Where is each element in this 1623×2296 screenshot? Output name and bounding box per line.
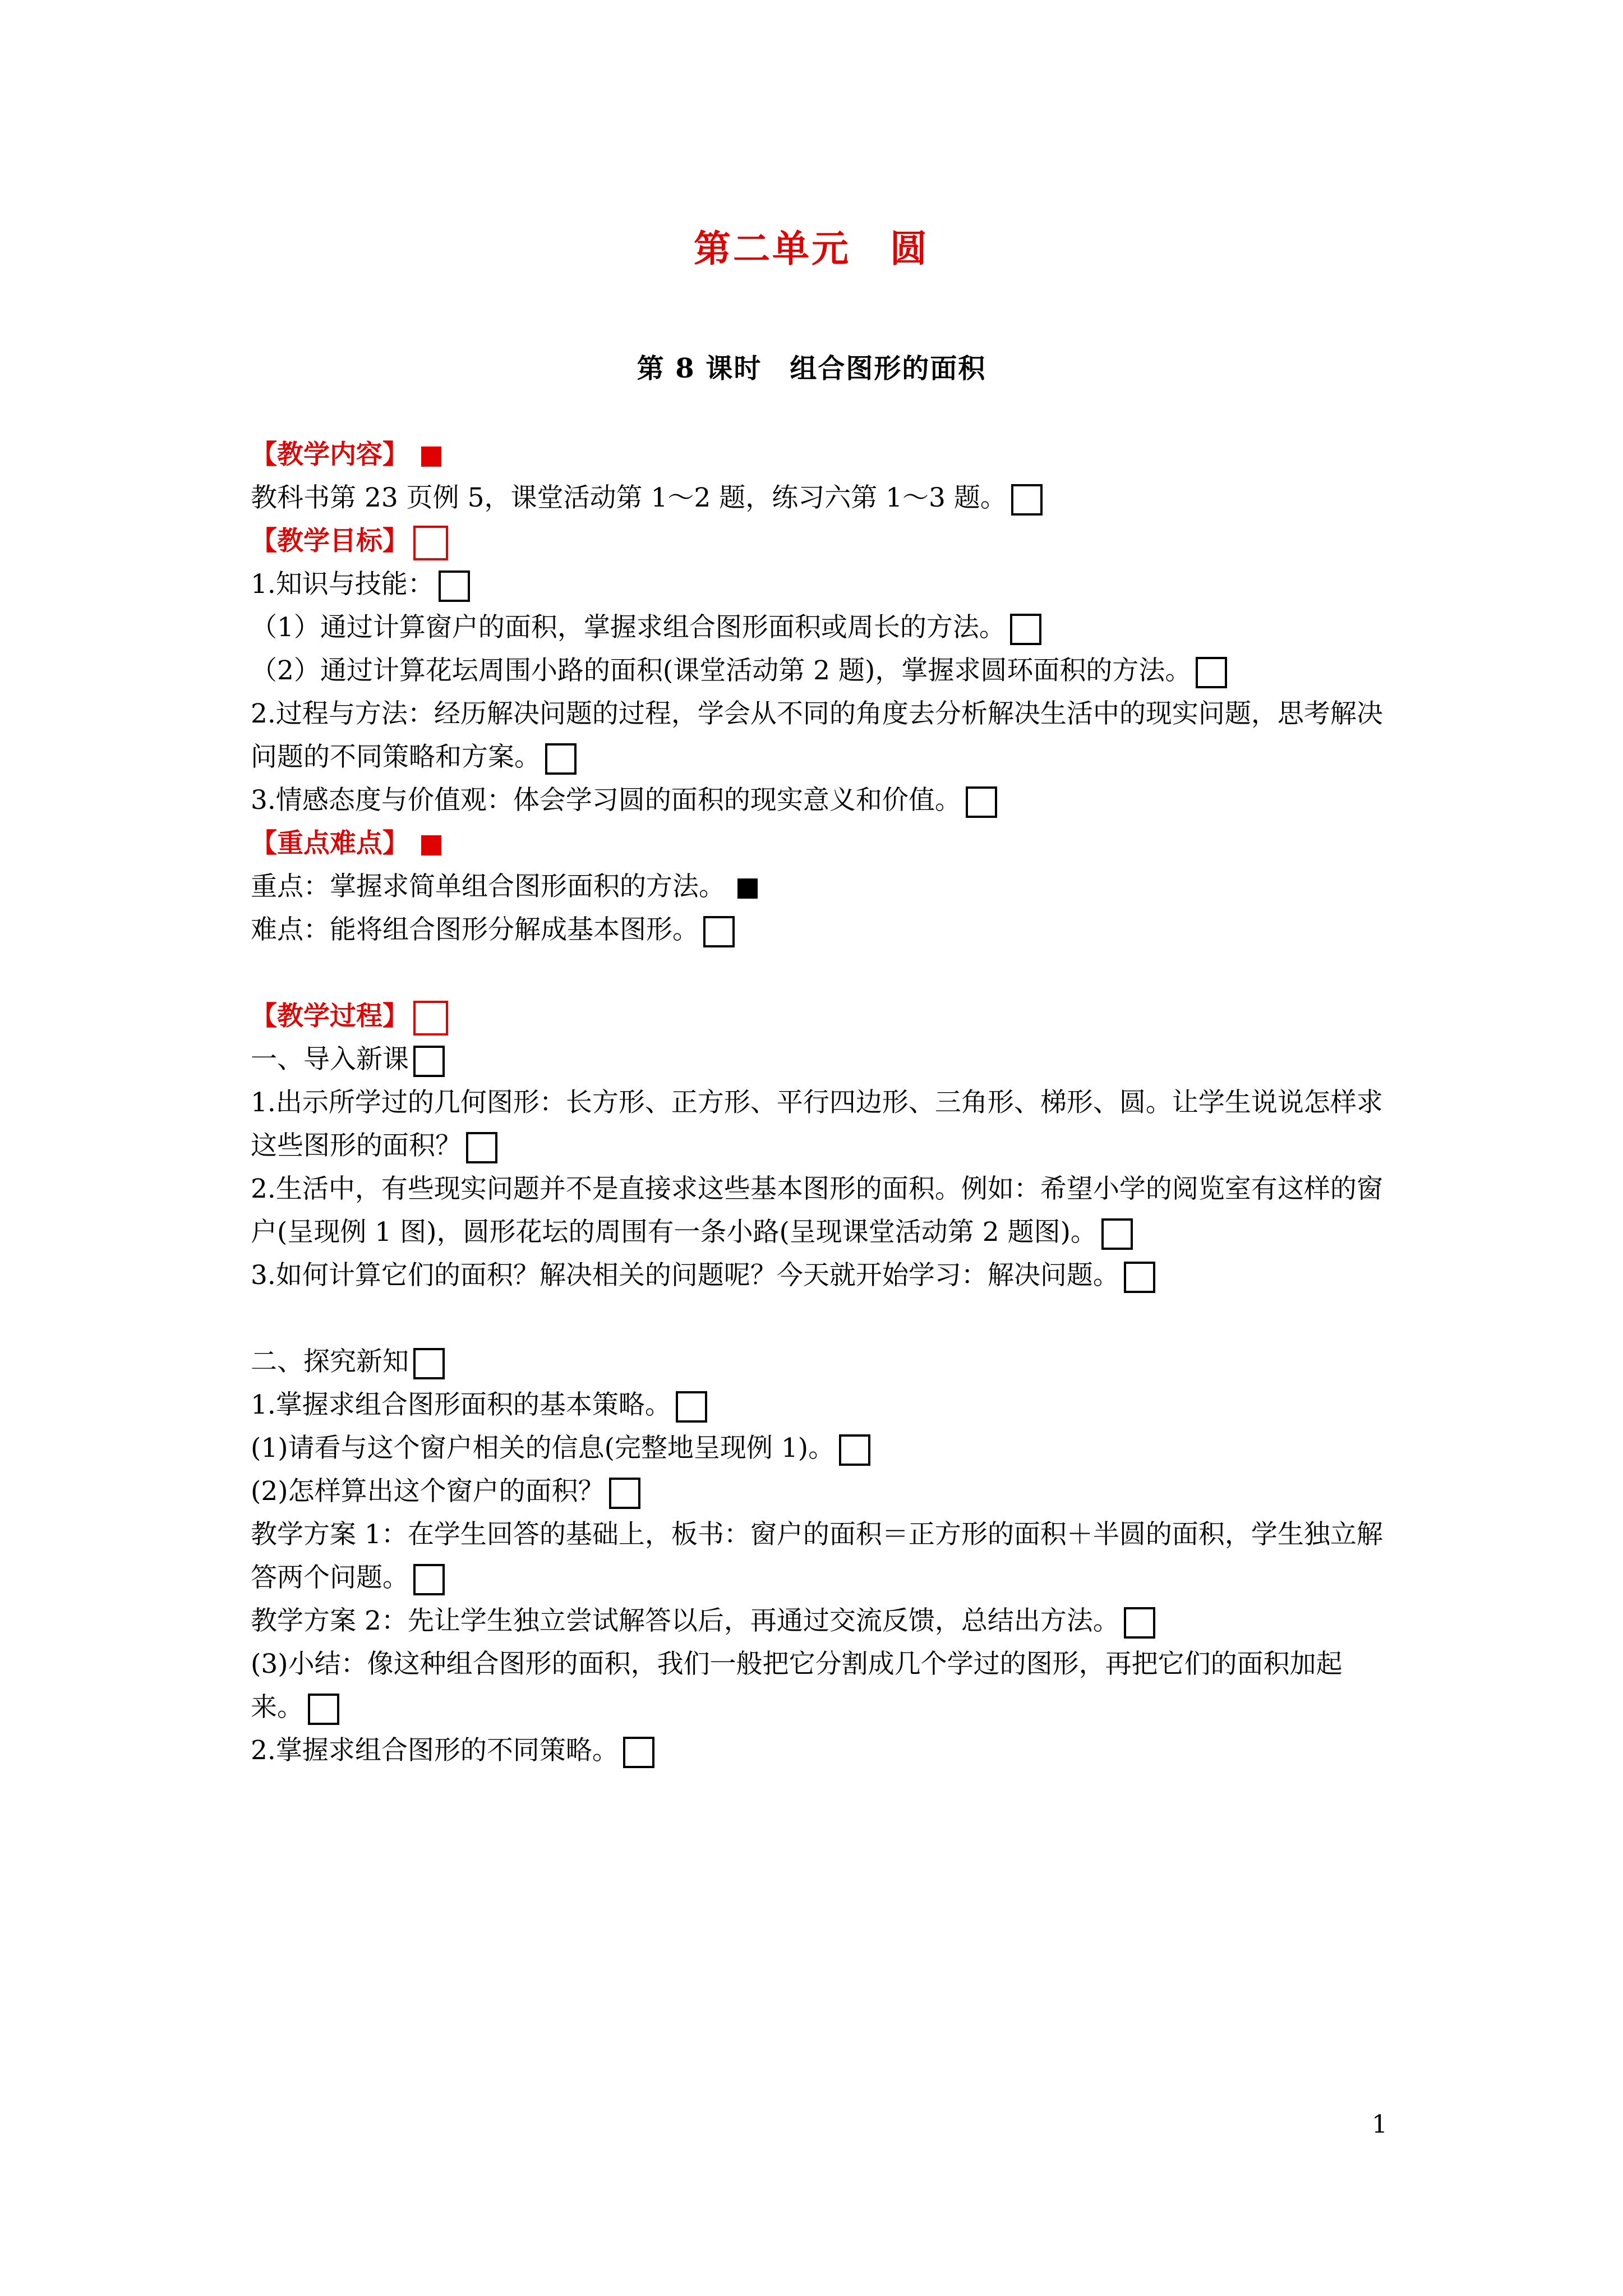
line-text: 教学方案 2：先让学生独立尝试解答以后，再通过交流反馈，总结出方法。 <box>251 1605 1119 1636</box>
checkbox-icon <box>676 1391 707 1423</box>
checkbox-icon <box>1101 1218 1133 1250</box>
line-text: 2.掌握求组合图形的不同策略。 <box>251 1735 619 1766</box>
checkbox-icon <box>1011 484 1043 516</box>
line-text: (3)小结：像这种组合图形的面积，我们一般把它分割成几个学过的图形，再把它们的面积加起来。 <box>251 1649 1343 1723</box>
text-line <box>251 908 1395 951</box>
text-line <box>251 1427 1395 1470</box>
text-line <box>251 606 1395 649</box>
line-text: 【重点难点】 <box>251 828 409 859</box>
line-text: 1.出示所学过的几何图形：长方形、正方形、平行四边形、三角形、梯形、圆。让学生说说怎样求这些图形的面积？ <box>251 1087 1383 1161</box>
page-number: 1 <box>1372 2110 1387 2139</box>
checkbox-icon <box>966 786 997 818</box>
text-line <box>251 1383 1395 1427</box>
line-text: 【教学过程】 <box>251 1001 409 1032</box>
text-line <box>251 563 1395 606</box>
section-heading <box>251 822 1395 865</box>
text-line <box>251 1642 1395 1729</box>
line-text: 【教学目标】 <box>251 526 409 556</box>
text-line <box>251 1254 1395 1297</box>
line-text: 【教学内容】 <box>251 439 409 470</box>
line-text: 3.情感态度与价值观：体会学习圆的面积的现实意义和价值。 <box>251 785 961 816</box>
unit-title: 第二单元 圆 <box>694 227 929 270</box>
text-line <box>251 1081 1395 1167</box>
line-text: （2）通过计算花坛周围小路的面积(课堂活动第 2 题)，掌握求圆环面积的方法。 <box>251 655 1192 686</box>
checkbox-icon <box>609 1478 640 1509</box>
blank-line <box>251 951 1395 995</box>
text-line <box>251 1340 1395 1383</box>
section-heading <box>251 995 1395 1038</box>
red-square-icon <box>421 835 441 855</box>
line-text: （1）通过计算窗户的面积，掌握求组合图形面积或周长的方法。 <box>251 612 1006 643</box>
text-line <box>251 1729 1395 1772</box>
checkbox-icon <box>1010 614 1041 645</box>
section-heading <box>251 519 1395 563</box>
text-line <box>251 476 1395 519</box>
red-checkbox-icon <box>413 1001 448 1036</box>
line-text: 教学方案 1：在学生回答的基础上，板书：窗户的面积＝正方形的面积＋半圆的面积，学生独立解答两个问题。 <box>251 1519 1383 1593</box>
lesson-title: 第 8 课时 组合图形的面积 <box>637 353 986 384</box>
text-line <box>251 1038 1395 1081</box>
black-square-icon <box>737 878 758 899</box>
line-text: (2)怎样算出这个窗户的面积？ <box>251 1476 605 1507</box>
checkbox-icon <box>839 1434 870 1466</box>
checkbox-icon <box>623 1737 654 1768</box>
text-line <box>251 779 1395 822</box>
lesson-content <box>251 433 1395 1772</box>
red-checkbox-icon <box>413 526 448 560</box>
checkbox-icon <box>413 1564 445 1595</box>
red-square-icon <box>421 447 441 467</box>
line-text: 二、探究新知 <box>251 1346 409 1377</box>
line-text: 难点：能将组合图形分解成基本图形。 <box>251 914 699 945</box>
text-line <box>251 1599 1395 1642</box>
line-text: 2.过程与方法：经历解决问题的过程，学会从不同的角度去分析解决生活中的现实问题，思考解决问题的不同策略和方案。 <box>251 698 1383 772</box>
line-text: 2.生活中，有些现实问题并不是直接求这些基本图形的面积。例如：希望小学的阅览室有这样的窗户(呈现例 1 图)，圆形花坛的周围有一条小路(呈现课堂活动第 2 题图)。 <box>251 1174 1383 1248</box>
checkbox-icon <box>308 1694 339 1725</box>
text-line <box>251 1167 1395 1254</box>
checkbox-icon <box>703 916 735 947</box>
section-heading <box>251 433 1395 476</box>
checkbox-icon <box>1196 657 1227 688</box>
text-line <box>251 649 1395 692</box>
checkbox-icon <box>466 1132 497 1163</box>
line-text: 1.掌握求组合图形面积的基本策略。 <box>251 1389 671 1420</box>
line-text: 教科书第 23 页例 5，课堂活动第 1～2 题，练习六第 1～3 题。 <box>251 482 1007 513</box>
checkbox-icon <box>413 1046 445 1077</box>
line-text: (1)请看与这个窗户相关的信息(完整地呈现例 1)。 <box>251 1433 835 1464</box>
line-text: 3.如何计算它们的面积？解决相关的问题呢？今天就开始学习：解决问题。 <box>251 1260 1119 1291</box>
text-line <box>251 1513 1395 1599</box>
blank-line <box>251 1297 1395 1340</box>
checkbox-icon <box>439 570 470 602</box>
checkbox-icon <box>1124 1262 1155 1293</box>
checkbox-icon <box>545 743 577 775</box>
line-text: 一、导入新课 <box>251 1044 409 1075</box>
text-line <box>251 1470 1395 1513</box>
checkbox-icon <box>1124 1607 1155 1639</box>
checkbox-icon <box>413 1348 445 1379</box>
line-text: 1.知识与技能： <box>251 569 434 600</box>
text-line <box>251 692 1395 779</box>
line-text: 重点：掌握求简单组合图形面积的方法。 <box>251 871 725 902</box>
text-line <box>251 865 1395 908</box>
